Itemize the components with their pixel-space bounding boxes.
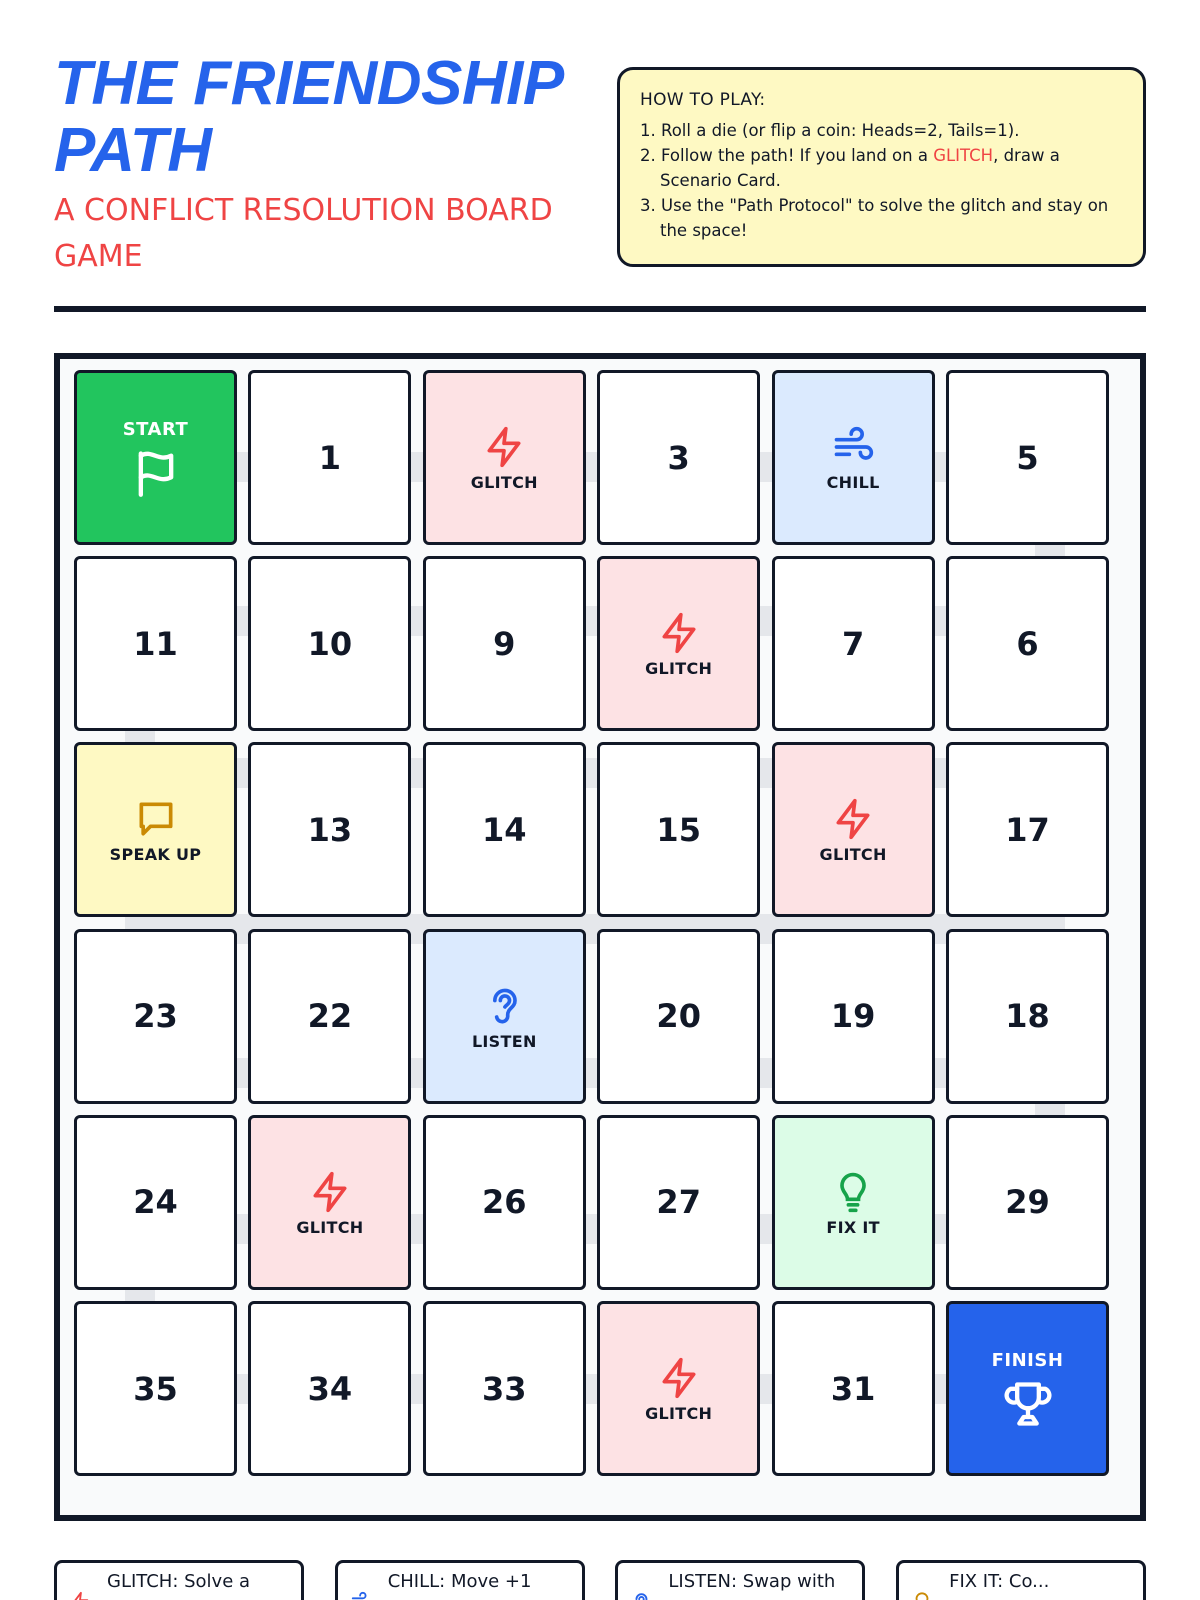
start-space [74, 370, 237, 545]
ear-icon [630, 1591, 652, 1600]
how-to-play-step: 1. Roll a die (or flip a coin: Heads=2, Tails=1). [640, 121, 1020, 140]
space-label: GLITCH [819, 845, 887, 865]
board-space-19 [772, 929, 935, 1104]
glitch-space [597, 1301, 760, 1476]
space-label: GLITCH [470, 473, 538, 492]
legend-item [54, 1560, 304, 1600]
step-text: 2. Follow the path! If you land on a [640, 146, 934, 165]
glitch-highlight: GLITCH [933, 146, 994, 165]
speech-bubble-icon [134, 797, 178, 841]
board-space-6 [946, 556, 1109, 731]
board-space-5 [946, 370, 1109, 545]
legend-text: CHILL: Move +1 [387, 1571, 532, 1592]
board-space-26 [423, 1115, 586, 1290]
how-to-play-box [617, 67, 1146, 267]
glitch-space [423, 370, 586, 545]
space-number: 19 [830, 997, 876, 1036]
space-number: 26 [482, 1183, 527, 1222]
space-label: SPEAK UP [109, 845, 202, 865]
lightning-icon [308, 1170, 352, 1214]
board-space-9 [423, 556, 586, 731]
space-number: 20 [656, 997, 701, 1036]
space-label: CHILL [826, 473, 880, 492]
board-space-34 [248, 1301, 411, 1476]
space-number: 15 [656, 810, 701, 849]
listen-space [423, 929, 586, 1104]
speak-space [74, 742, 237, 917]
board-space-14 [423, 742, 586, 917]
game-board [54, 353, 1146, 1521]
space-number: 14 [482, 810, 527, 849]
board-space-24 [74, 1115, 237, 1290]
legend-item [896, 1560, 1146, 1600]
board-space-23 [74, 929, 237, 1104]
legend-text: GLITCH: Solve a [107, 1571, 251, 1592]
board-space-10 [248, 556, 411, 731]
board-space-31 [772, 1301, 935, 1476]
finish-label: FINISH [991, 1350, 1064, 1371]
glitch-space [772, 742, 935, 917]
step-text: , draw a Scenario Card. [660, 146, 1060, 190]
board-space-27 [597, 1115, 760, 1290]
legend-item [335, 1560, 585, 1600]
board-space-11 [74, 556, 237, 731]
board-space-15 [597, 742, 760, 917]
how-to-play-steps [640, 118, 1127, 243]
space-number: 13 [307, 810, 353, 849]
ear-icon [482, 984, 526, 1028]
space-label: LISTEN [471, 1031, 537, 1051]
space-number: 24 [133, 1183, 178, 1222]
space-number: 3 [667, 438, 690, 477]
board-space-35 [74, 1301, 237, 1476]
board-space-13 [248, 742, 411, 917]
space-number: 9 [493, 624, 516, 663]
lightning-icon [657, 1356, 701, 1400]
space-number: 33 [482, 1369, 527, 1408]
space-number: 6 [1016, 624, 1039, 663]
finish-space [946, 1301, 1109, 1476]
space-number: 35 [133, 1369, 178, 1408]
board-space-3 [597, 370, 760, 545]
space-number: 1 [318, 438, 342, 477]
space-number: 7 [841, 624, 865, 663]
space-number: 22 [307, 997, 353, 1036]
start-label: START [122, 419, 189, 440]
board-space-20 [597, 929, 760, 1104]
space-number: 27 [656, 1183, 701, 1222]
legend-item [615, 1560, 865, 1600]
board-space-18 [946, 929, 1109, 1104]
glitch-space [597, 556, 760, 731]
space-number: 11 [133, 624, 178, 663]
space-number: 17 [1005, 810, 1050, 849]
lightbulb-icon [831, 1170, 875, 1214]
space-number: 5 [1016, 438, 1039, 477]
space-number: 29 [1005, 1183, 1050, 1222]
chill-space [772, 370, 935, 545]
legend-text: FIX IT: Co... [949, 1571, 1050, 1592]
lightning-icon [482, 425, 526, 469]
lightning-icon [831, 797, 875, 841]
space-label: GLITCH [645, 1404, 713, 1423]
flag-icon [130, 447, 182, 499]
wind-icon [831, 425, 875, 469]
page-subtitle: A CONFLICT RESOLUTION BOARD GAME [54, 193, 553, 274]
how-to-play-title: HOW TO PLAY: [640, 90, 766, 110]
space-label: GLITCH [296, 1217, 364, 1237]
fix-space [772, 1115, 935, 1290]
wind-icon [350, 1591, 372, 1600]
board-space-17 [946, 742, 1109, 917]
space-number: 23 [133, 997, 178, 1036]
space-number: 18 [1005, 997, 1050, 1036]
legend-text: LISTEN: Swap with [668, 1571, 836, 1592]
space-number: 34 [307, 1369, 353, 1408]
glitch-space [248, 1115, 411, 1290]
trophy-icon [1002, 1378, 1054, 1430]
how-to-play-step [640, 143, 1127, 193]
space-label: GLITCH [645, 659, 713, 679]
space-label: FIX IT [826, 1217, 880, 1237]
space-number: 10 [307, 624, 353, 663]
board-space-7 [772, 556, 935, 731]
space-number: 31 [830, 1369, 876, 1408]
header [54, 49, 1146, 274]
board-space-22 [248, 929, 411, 1104]
divider [54, 306, 1146, 312]
lightning-icon [657, 611, 701, 655]
lightning-icon [69, 1591, 91, 1600]
board-space-1 [248, 370, 411, 545]
page-title: THE FRIENDSHIP PATH [54, 49, 562, 185]
board-space-33 [423, 1301, 586, 1476]
how-to-play-step: 3. Use the "Path Protocol" to solve the glitch and stay on the space! [640, 196, 1109, 240]
board-space-29 [946, 1115, 1109, 1290]
lightbulb-icon [911, 1591, 933, 1600]
